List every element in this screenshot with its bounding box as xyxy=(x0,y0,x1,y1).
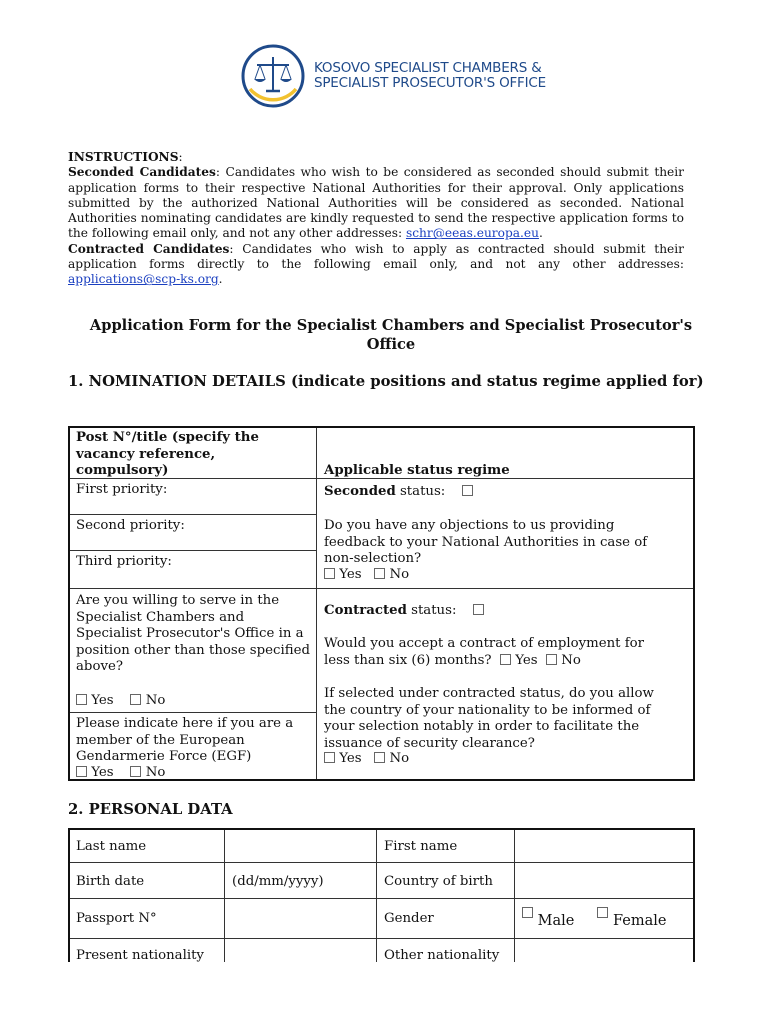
nationality-yes-checkbox[interactable] xyxy=(324,752,335,763)
instructions-block: INSTRUCTIONS: Seconded Candidates: Candidates who wish to be considered as seconded should submit their application forms to their respective National Authorities for their approval. Only applications submitted by the authorized National Authorities will be considered as seconded. National Authorities nominating candidates are kindly requested to send the respective application forms to the following email only, and not any other addresses: schr@eeas.europa.eu. Contracted Candidates: Candidates who wish to apply as contracted should submit their application forms directly to the following email only, and not any other addresses: applications@scp-ks.org. xyxy=(68,150,684,287)
section-2-title: 2. PERSONAL DATA xyxy=(68,801,233,818)
status-header: Applicable status regime xyxy=(324,463,510,478)
seconded-status-suffix: status: xyxy=(395,484,446,499)
nomination-table xyxy=(68,426,695,781)
birth-date-label: Birth date xyxy=(76,874,145,889)
short-contract-no-checkbox[interactable] xyxy=(546,654,557,665)
gender-male-label: Male xyxy=(537,913,575,929)
logo-line-2: SPECIALIST PROSECUTOR'S OFFICE xyxy=(314,75,546,91)
contracted-status-suffix: status: xyxy=(406,603,457,618)
logo-line-1: KOSOVO SPECIALIST CHAMBERS & xyxy=(314,60,542,76)
seconded-status-checkbox[interactable] xyxy=(462,485,473,496)
nationality-yes-label: Yes xyxy=(339,751,362,766)
present-nationality-label: Present nationality xyxy=(76,948,204,963)
seconded-email-link[interactable]: schr@eeas.europa.eu xyxy=(405,226,539,241)
contracted-candidates-text: : Candidates who wish to apply as contracted should submit their application forms directly to the following email only, and not any other addresses: xyxy=(68,241,684,272)
nationality-no-checkbox[interactable] xyxy=(374,752,385,763)
nationality-no-label: No xyxy=(389,751,410,766)
first-name-label: First name xyxy=(384,839,458,854)
willing-yes-checkbox[interactable] xyxy=(76,694,87,705)
first-priority-label: First priority: xyxy=(76,482,168,497)
third-priority-label: Third priority: xyxy=(76,554,172,569)
short-contract-no-label: No xyxy=(561,652,581,668)
willing-yes-label: Yes xyxy=(91,693,114,708)
objection-no-label: No xyxy=(389,567,410,582)
short-contract-yes-checkbox[interactable] xyxy=(500,654,511,665)
short-contract-yes-label: Yes xyxy=(515,652,538,668)
egf-no-label: No xyxy=(145,765,166,780)
objection-yes-label: Yes xyxy=(339,567,362,582)
willing-question: Are you willing to serve in the Specialist Chambers and Specialist Prosecutor's Office in a position other than those specified above? xyxy=(76,593,310,674)
other-nationality-label: Other nationality xyxy=(384,948,500,963)
contracted-status-checkbox[interactable] xyxy=(473,604,484,615)
willing-no-label: No xyxy=(145,693,166,708)
section-1-title: 1. NOMINATION DETAILS (indicate positions and status regime applied for) xyxy=(68,373,704,390)
contracted-email-link[interactable]: applications@scp-ks.org xyxy=(68,272,219,287)
gender-male-checkbox[interactable] xyxy=(522,907,533,918)
egf-question: Please indicate here if you are a member of the European Gendarmerie Force (EGF) xyxy=(76,716,294,764)
birth-date-format: (dd/mm/yyyy) xyxy=(232,874,324,889)
seconded-candidates-label: Seconded Candidates xyxy=(68,165,216,180)
last-name-label: Last name xyxy=(76,839,147,854)
objection-yes-checkbox[interactable] xyxy=(324,568,335,579)
willing-no-checkbox[interactable] xyxy=(130,694,141,705)
short-contract-question: Would you accept a contract of employment for less than six (6) months? xyxy=(324,636,645,668)
organization-logo xyxy=(240,40,560,112)
contracted-status-label: Contracted xyxy=(324,603,407,618)
egf-no-checkbox[interactable] xyxy=(130,766,141,777)
country-of-birth-label: Country of birth xyxy=(384,874,493,889)
second-priority-label: Second priority: xyxy=(76,518,185,533)
gender-label: Gender xyxy=(384,911,434,926)
egf-yes-label: Yes xyxy=(91,765,114,780)
objection-question: Do you have any objections to us providing feedback to your National Authorities in case of non-selection? xyxy=(324,518,648,566)
seconded-candidates-text: : Candidates who wish to be considered as seconded should submit their application forms to their respective National Authorities for their approval. Only applications submitted by the authorized National Authorities will be considered as seconded. National Authorities nominating candidates are kindly requested to send the respective application forms to the following email only, and not any other addresses: xyxy=(68,165,684,241)
instructions-heading: INSTRUCTIONS xyxy=(68,150,179,164)
objection-no-checkbox[interactable] xyxy=(374,568,385,579)
seconded-status-label: Seconded xyxy=(324,484,396,499)
personal-data-table xyxy=(68,828,695,962)
form-title: Application Form for the Specialist Chambers and Specialist Prosecutor's Office xyxy=(89,317,693,353)
gender-female-label: Female xyxy=(612,913,667,929)
egf-yes-checkbox[interactable] xyxy=(76,766,87,777)
post-header: Post N°/title (specify the vacancy reference, compulsory) xyxy=(76,430,259,478)
passport-label: Passport N° xyxy=(76,911,157,926)
gender-female-checkbox[interactable] xyxy=(597,907,608,918)
scales-of-justice-icon xyxy=(240,43,306,109)
contracted-candidates-label: Contracted Candidates xyxy=(68,241,230,256)
nationality-question: If selected under contracted status, do you allow the country of your nationality to be informed of your selection notably in order to facilitate the issuance of security clearance? xyxy=(324,686,654,751)
